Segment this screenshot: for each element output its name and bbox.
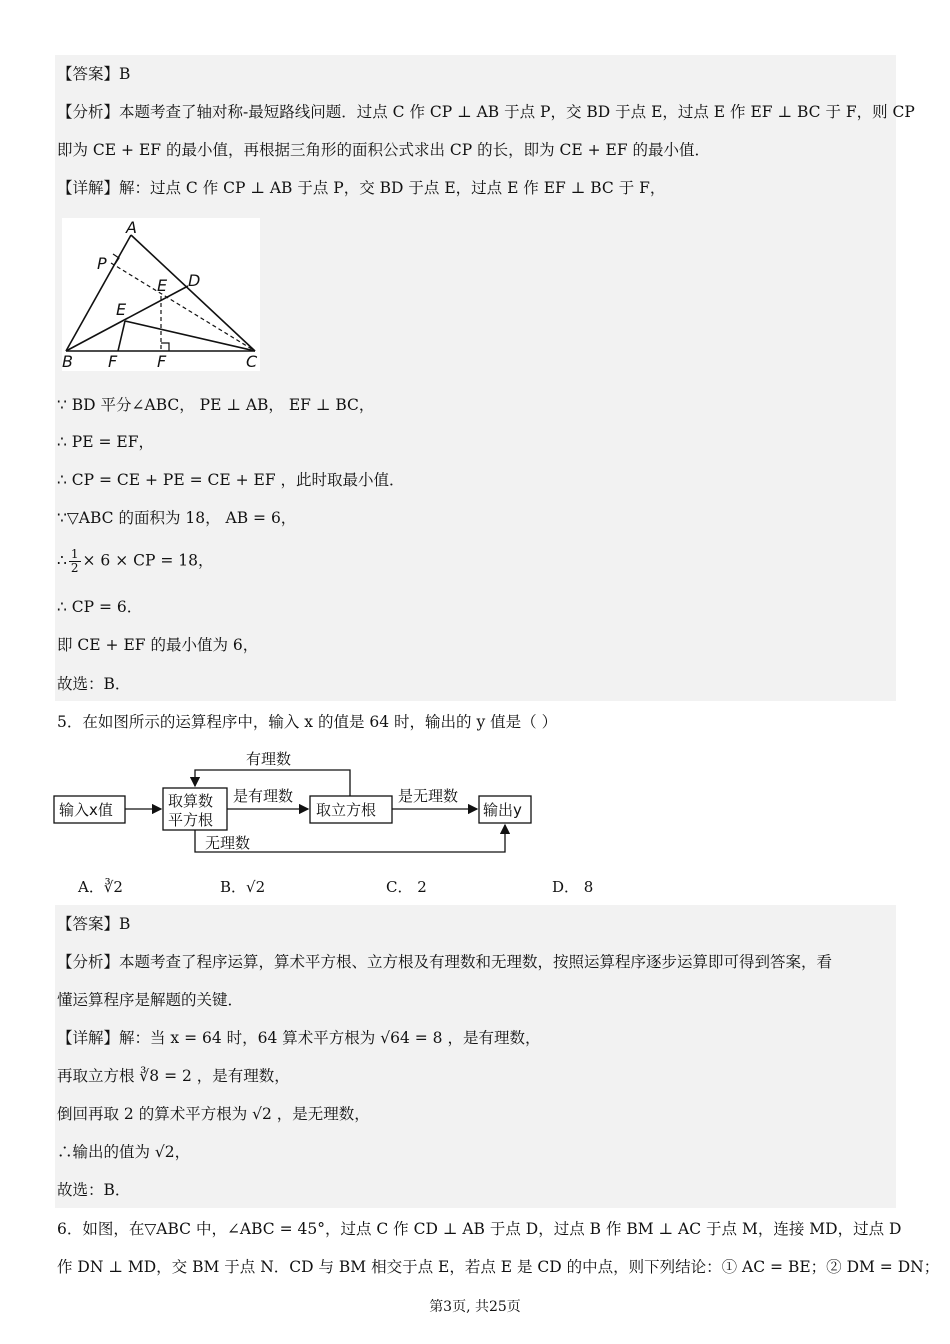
is-rational-label: 是有理数 (233, 787, 294, 805)
output-label: 输出y (483, 801, 522, 819)
q5-detail-line5: 故选：B． (57, 1181, 131, 1199)
q5-detail-line2: 再取立方根 ∛8 = 2 ，是有理数， (57, 1067, 290, 1085)
q5-detail-line3: 倒回再取 2 的算术平方根为 √2 ，是无理数， (57, 1105, 370, 1123)
label-F-right: F (157, 352, 167, 371)
q5-detail-line1: 【详解】解：当 x = 64 时，64 算术平方根为 √64 = 8 ，是有理数， (57, 1029, 541, 1047)
q5-answer: 【答案】B (57, 915, 131, 933)
q4-step2: ∴ PE = EF， (57, 433, 154, 451)
q5-solution-background (55, 905, 896, 1208)
q5-option-a: A．∛2 (78, 878, 123, 896)
q6-line1: 6．如图，在▽ABC 中，∠ABC = 45°，过点 C 作 CD ⊥ AB 于点 D，过点 B 作 BM ⊥ AC 于点 M，连接 MD，过点 D (57, 1220, 902, 1238)
q5-analysis-line2: 懂运算程序是解题的关键． (57, 991, 244, 1009)
q5-question: 5．在如图所示的运算程序中，输入 x 的值是 64 时，输出的 y 值是（ ） (57, 713, 558, 731)
q4-step1: ∵ BD 平分∠ABC， PE ⊥ AB， EF ⊥ BC， (57, 396, 375, 414)
q5-option-d: D． 8 (552, 878, 594, 896)
label-C: C (246, 352, 258, 371)
label-B: B (62, 352, 73, 371)
label-E-lower: E (116, 300, 127, 319)
q6-line2: 作 DN ⊥ MD，交 BM 于点 N．CD 与 BM 相交于点 E，若点 E 是 CD 的中点，则下列结论：① AC = BE；② DM = DN； (57, 1258, 940, 1276)
q4-analysis-line1: 【分析】本题考查了轴对称-最短路线问题．过点 C 作 CP ⊥ AB 于点 P，交 BD 于点 E，过点 E 作 EF ⊥ BC 于 F，则 CP (57, 103, 915, 121)
irrational-path-label: 无理数 (205, 834, 251, 852)
input-label: 输入x值 (59, 801, 113, 819)
label-F-left: F (108, 352, 118, 371)
rational-loop-label: 有理数 (246, 750, 292, 768)
fraction-numerator: 1 (70, 547, 79, 561)
q4-answer: 【答案】B (57, 65, 131, 83)
fraction-denominator: 2 (70, 561, 79, 575)
label-A: A (126, 218, 137, 237)
sqrt-label-line2: 平方根 (168, 811, 214, 829)
q4-step5-rest: × 6 × CP = 18， (82, 551, 214, 570)
q4-triangle-figure (62, 218, 260, 371)
label-P: P (97, 254, 107, 273)
q4-detail-line1: 【详解】解：过点 C 作 CP ⊥ AB 于点 P，交 BD 于点 E，过点 E 作 EF ⊥ BC 于 F， (57, 179, 666, 197)
q4-step5 (57, 548, 893, 575)
page-footer: 第3页, 共25页 (429, 1299, 521, 1315)
q5-analysis-line1: 【分析】本题考查了程序运算，算术平方根、立方根及有理数和无理数，按照运算程序逐步运算即可得到答案，看 (57, 953, 833, 971)
q5-option-b: B．√2 (220, 878, 266, 896)
q4-step6: ∴ CP = 6． (57, 598, 143, 616)
q4-analysis-line2: 即为 CE + EF 的最小值，再根据三角形的面积公式求出 CP 的长，即为 CE + EF 的最小值． (57, 141, 711, 159)
q4-step7: 即 CE + EF 的最小值为 6， (57, 636, 259, 654)
label-E-upper: E (157, 276, 168, 295)
q5-detail-line4: ∴输出的值为 √2， (57, 1143, 191, 1161)
q4-step3: ∴ CP = CE + PE = CE + EF ，此时取最小值． (57, 471, 405, 489)
q4-step4: ∵▽ABC 的面积为 18， AB = 6， (57, 509, 297, 527)
q5-option-c: C． 2 (386, 878, 427, 896)
q4-step5-prefix: ∴ (57, 551, 67, 570)
label-D: D (188, 271, 201, 290)
cube-label: 取立方根 (316, 801, 377, 819)
sqrt-label-line1: 取算数 (168, 792, 214, 810)
q4-step8: 故选：B． (57, 675, 131, 693)
fraction-one-half (69, 548, 81, 575)
is-irrational-label: 是无理数 (398, 787, 459, 805)
q5-flow-diagram (52, 745, 542, 860)
